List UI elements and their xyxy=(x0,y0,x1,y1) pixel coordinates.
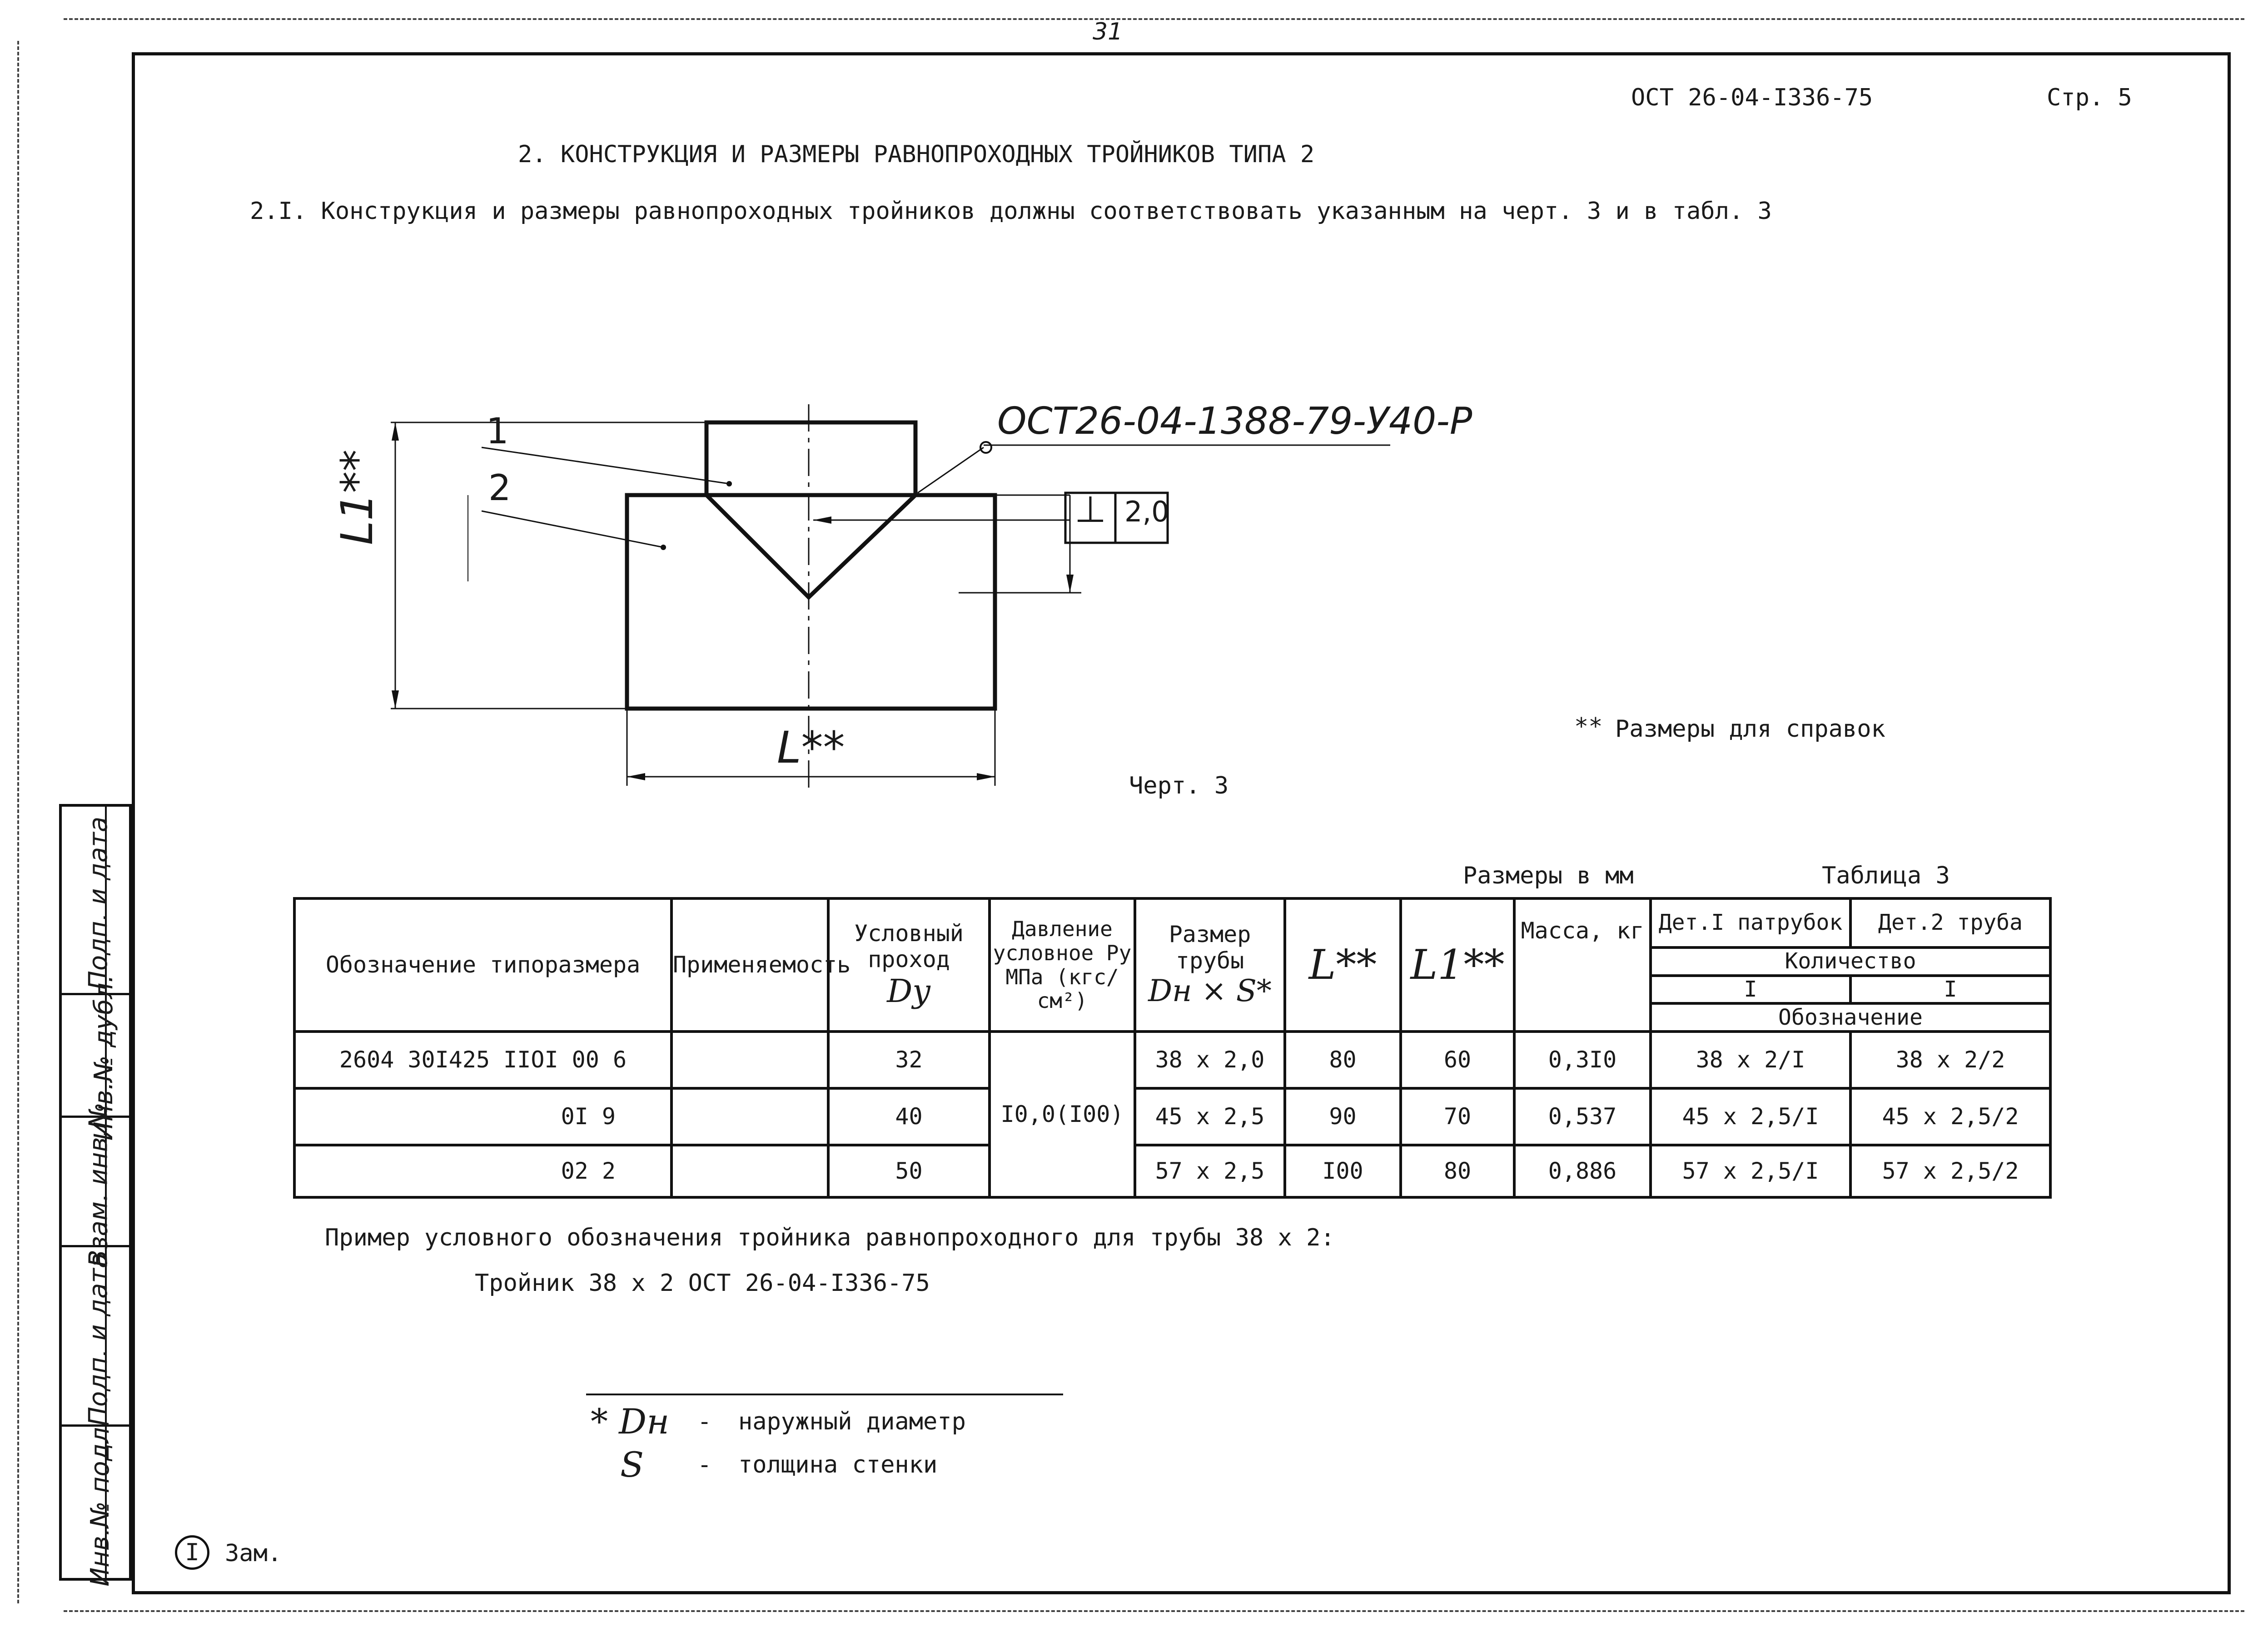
side-stamp xyxy=(59,804,132,1587)
example-title: Пример условного обозначения тройника равнопроходного для трубы 38 x 2: xyxy=(325,1224,1335,1251)
cell-det1: 45 x 2,5/I xyxy=(1651,1088,1850,1145)
units-label: Размеры в мм xyxy=(1463,862,1634,889)
cell-det2: 38 x 2/2 xyxy=(1850,1032,2050,1088)
header-qty1: I xyxy=(1651,976,1850,1003)
part-1-label: 1 xyxy=(486,411,509,452)
cell-det1: 38 x 2/I xyxy=(1651,1032,1850,1088)
footnote-1-symbol: * Dн xyxy=(591,1401,670,1442)
cell-mass: 0,3I0 xyxy=(1514,1032,1651,1088)
header-designation: Обозначение типоразмера xyxy=(294,898,671,1032)
tolerance-value: 2,0 xyxy=(1124,495,1169,528)
cell-designation: 2604 30I425 IIOI 00 6 xyxy=(294,1032,671,1088)
change-mark-circle: I xyxy=(175,1535,209,1570)
change-text: Зам. xyxy=(225,1540,282,1567)
cell-det2: 57 x 2,5/2 xyxy=(1850,1145,2050,1197)
branch-body xyxy=(706,422,915,495)
dim-L1-label: L1** xyxy=(332,449,383,545)
cell-applicability xyxy=(671,1032,828,1088)
cell-L: 90 xyxy=(1285,1088,1401,1145)
cell-applicability xyxy=(671,1145,828,1197)
cell-det1: 57 x 2,5/I xyxy=(1651,1145,1850,1197)
stamp-label: Подп. и дата xyxy=(84,816,114,990)
cell-pipe: 45 x 2,5 xyxy=(1135,1088,1285,1145)
top-cut-line xyxy=(64,18,2244,20)
table-label: Таблица 3 xyxy=(1822,862,1950,889)
cell-dy: 40 xyxy=(828,1088,990,1145)
weld-reference: ОСТ26-04-1388-79-У40-Р xyxy=(997,400,1472,443)
stamp-label: Взам. инв.№ xyxy=(84,1102,114,1267)
header-pipe-size-text: Размер трубы xyxy=(1169,921,1251,974)
footnote-rule xyxy=(586,1394,1063,1395)
header-quantity: Количество xyxy=(1651,947,2050,976)
cell-L1: 70 xyxy=(1401,1088,1514,1145)
example-value: Тройник 38 x 2 ОСТ 26-04-I336-75 xyxy=(475,1270,930,1297)
cell-pipe: 38 x 2,0 xyxy=(1135,1032,1285,1088)
header-pipe-size-symbol: Dн × S* xyxy=(1148,973,1272,1009)
cell-pressure: I0,0(I00) xyxy=(990,1032,1135,1197)
tee-drawing xyxy=(345,391,1436,799)
weld-v-line xyxy=(706,495,915,597)
cell-det2: 45 x 2,5/2 xyxy=(1850,1088,2050,1145)
table-row xyxy=(294,1032,2050,1088)
bottom-cut-line xyxy=(64,1610,2244,1612)
ref-note-mark: ** xyxy=(1574,713,1603,740)
header-mass: Масса, кг xyxy=(1514,898,1651,1032)
header-designation2: Обозначение xyxy=(1651,1003,2050,1032)
header-nominal-bore-symbol: Dу xyxy=(887,972,931,1010)
cell-dy: 50 xyxy=(828,1145,990,1197)
section-title: 2. КОНСТРУКЦИЯ И РАЗМЕРЫ РАВНОПРОХОДНЫХ ТРОЙНИКОВ ТИПА 2 xyxy=(518,141,1315,168)
perpendicularity-symbol: ⊥ xyxy=(1074,488,1106,531)
header-L: L** xyxy=(1285,898,1401,1032)
header-nominal-bore-text: Условный проход xyxy=(854,920,964,973)
footnote-1-text: наружный диаметр xyxy=(738,1408,966,1435)
footnote-2-dash: - xyxy=(697,1451,712,1478)
cell-L: 80 xyxy=(1285,1032,1401,1088)
header-applicability: Применяемость xyxy=(671,898,828,1032)
part-2-label: 2 xyxy=(488,468,511,509)
clause-text: 2.I. Конструкция и размеры равнопроходных тройников должны соответствовать указанным на черт. 3 и в табл. 3 xyxy=(250,198,1772,225)
footnote-2-symbol: S xyxy=(620,1444,644,1485)
page-frame xyxy=(132,52,2231,1594)
cell-dy: 32 xyxy=(828,1032,990,1088)
ref-note-text: Размеры для справок xyxy=(1615,715,1885,743)
header-qty2: I xyxy=(1850,976,2050,1003)
header-det1: Дет.I патрубок xyxy=(1651,898,1850,947)
table-row xyxy=(294,1088,2050,1145)
cell-pipe: 57 x 2,5 xyxy=(1135,1145,1285,1197)
stamp-label: Инв.№ подл. xyxy=(85,1419,115,1587)
doc-code: ОСТ 26-04-I336-75 xyxy=(1631,84,1873,111)
cell-designation: 02 2 xyxy=(294,1145,671,1197)
cell-applicability xyxy=(671,1088,828,1145)
header-nominal-bore xyxy=(828,898,990,1032)
dim-L-label: L** xyxy=(777,722,845,773)
header-pressure: Давление условное Ру МПа (кгс/см²) xyxy=(990,898,1135,1032)
cell-designation: 0I 9 xyxy=(294,1088,671,1145)
dimensions-table xyxy=(293,897,2052,1199)
header-pipe-size xyxy=(1135,898,1285,1032)
cell-mass: 0,886 xyxy=(1514,1145,1651,1197)
stamp-label: Инв.№ дубл. xyxy=(89,974,119,1141)
table-row xyxy=(294,1145,2050,1197)
cell-L1: 60 xyxy=(1401,1032,1514,1088)
footnote-1-dash: - xyxy=(697,1408,712,1435)
cell-mass: 0,537 xyxy=(1514,1088,1651,1145)
header-det2: Дет.2 труба xyxy=(1850,898,2050,947)
left-cut-line xyxy=(17,41,19,1603)
page-label: Стр. 5 xyxy=(2047,84,2132,111)
cell-L: I00 xyxy=(1285,1145,1401,1197)
header-L1: L1** xyxy=(1401,898,1514,1032)
cell-L1: 80 xyxy=(1401,1145,1514,1197)
pipe-body xyxy=(627,495,995,709)
drawing-caption: Черт. 3 xyxy=(1129,772,1229,799)
page-number-top: 31 xyxy=(1093,18,1123,45)
footnote-2-text: толщина стенки xyxy=(738,1451,938,1478)
stamp-label: Подп. и дата xyxy=(84,1252,114,1426)
